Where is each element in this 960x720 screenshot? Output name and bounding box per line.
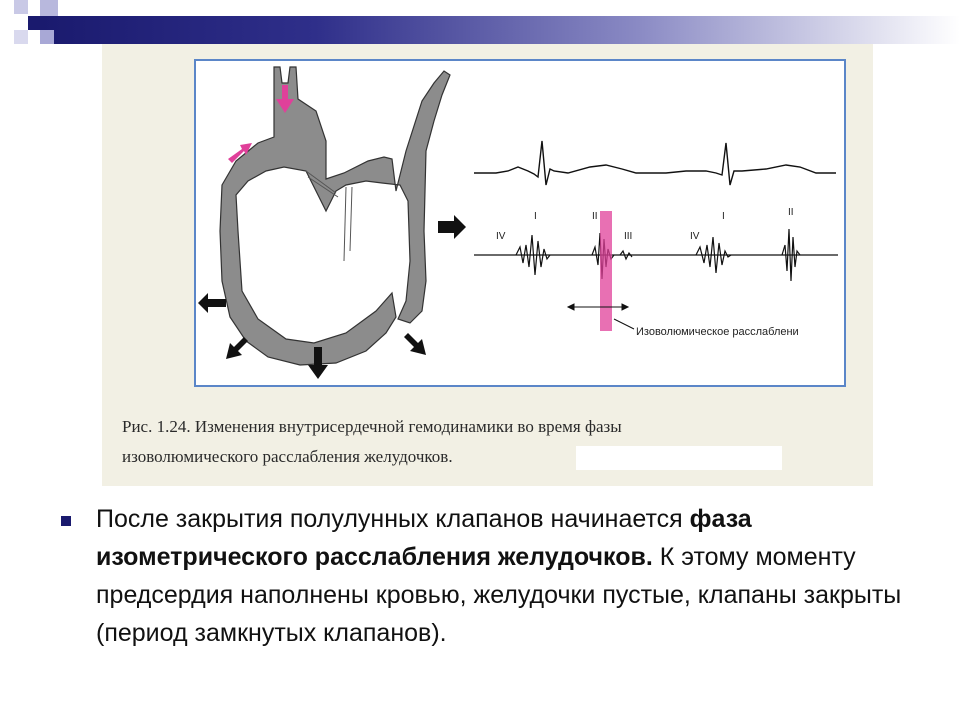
- phono-mark: IV: [690, 231, 700, 242]
- phono-mark: II: [592, 211, 598, 222]
- phono-mark: II: [788, 207, 794, 218]
- isovolumic-annotation-label: Изоволюмическое расслаблени: [636, 326, 799, 338]
- phono-mark: III: [624, 231, 633, 242]
- caption-line: Рис. 1.24. Изменения внутрисердечной гемодинамики во время фазы: [122, 417, 622, 436]
- caption-line: изоволюмического расслабления желудочков.: [122, 447, 453, 466]
- decor-square: [28, 16, 40, 30]
- bullet-square-icon: [61, 516, 71, 526]
- decor-square: [40, 0, 58, 16]
- decor-square: [40, 30, 54, 44]
- phono-mark: I: [722, 211, 725, 222]
- figure-panel: [102, 44, 873, 486]
- caption-blank-area: [576, 446, 782, 470]
- ecg-trace: [474, 141, 836, 185]
- figure-image-frame: [194, 59, 846, 387]
- header-gradient-bar: [40, 16, 960, 44]
- decor-square: [14, 0, 28, 14]
- bullet-bold-text: фаза изометрического расслабления желудочков.: [96, 505, 752, 571]
- bullet-paragraph: [96, 500, 916, 652]
- phono-mark: I: [534, 211, 537, 222]
- phono-mark: IV: [496, 231, 506, 242]
- isovolumic-highlight-band: [600, 211, 612, 331]
- heart-illustration: [220, 67, 450, 365]
- decor-square: [14, 30, 28, 44]
- bullet-rest-text: К этому моменту предсердия наполнены кровью, желудочки пустые, клапаны закрыты (период замкнутых клапанов).: [96, 543, 902, 647]
- bullet-intro-text: После закрытия полулунных клапанов начинается: [96, 505, 683, 533]
